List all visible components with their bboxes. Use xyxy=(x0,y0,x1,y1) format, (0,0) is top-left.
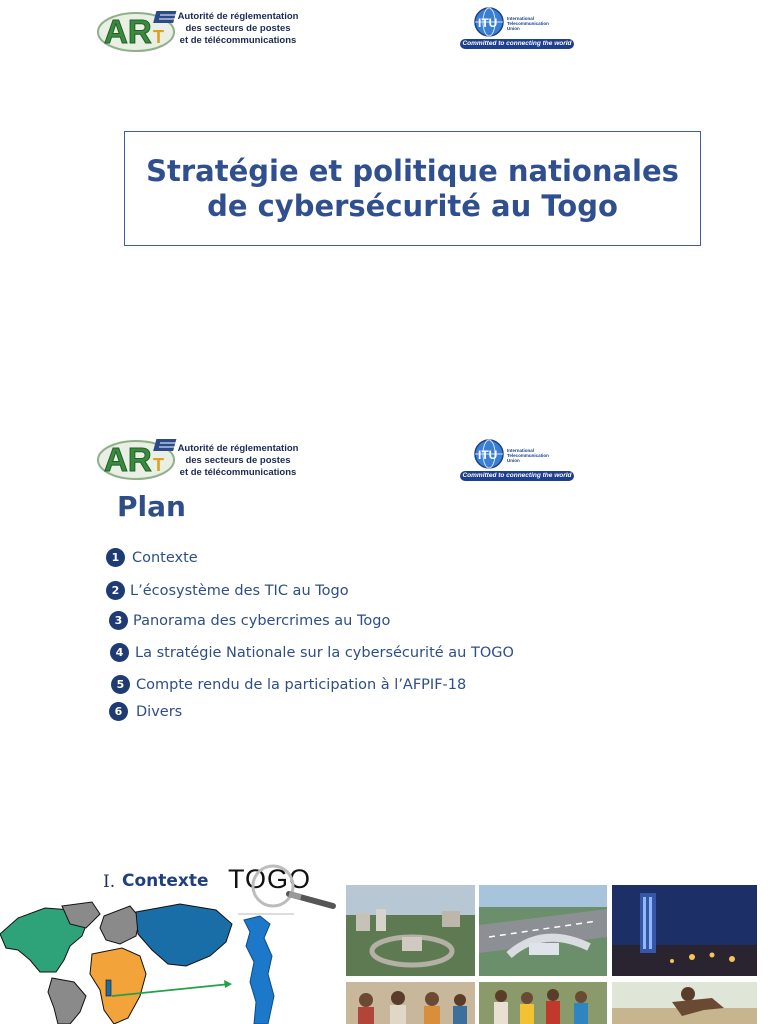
itu-tagline: Committed to connecting the world xyxy=(460,39,574,49)
plan-number: 4 xyxy=(110,643,129,662)
itu-logo-block-1 xyxy=(459,4,577,52)
plan-number: 5 xyxy=(111,675,130,694)
section-title: Contexte xyxy=(122,871,209,891)
plan-number: 1 xyxy=(106,548,125,567)
itu-name xyxy=(507,448,567,463)
photo-lome-aerial xyxy=(346,885,475,976)
svg-text:AR: AR xyxy=(104,13,152,50)
itu-logo-block-2 xyxy=(459,436,577,484)
photo-city-night xyxy=(612,885,757,976)
plan-label: L’écosystème des TIC au Togo xyxy=(130,582,349,599)
art-name xyxy=(168,11,308,47)
plan-item-1 xyxy=(106,548,198,567)
plan-label: Contexte xyxy=(132,549,198,566)
art-line-1: Autorité de réglementation xyxy=(177,11,299,22)
plan-item-6 xyxy=(109,702,182,721)
itu-tagline: Committed to connecting the world xyxy=(460,471,574,481)
svg-text:T: T xyxy=(153,27,164,47)
photo-airport xyxy=(479,885,607,976)
itu-name xyxy=(507,16,567,31)
plan-item-2 xyxy=(106,581,349,600)
plan-label: Panorama des cybercrimes au Togo xyxy=(133,612,391,629)
plan-number: 3 xyxy=(109,611,128,630)
svg-text:AR: AR xyxy=(104,441,152,478)
art-line-2: des secteurs de postes xyxy=(185,23,291,34)
itu-line-2: Telecommunication xyxy=(507,21,549,26)
art-logo-block-1 xyxy=(96,5,316,55)
plan-label: La stratégie Nationale sur la cybersécurité au TOGO xyxy=(135,644,514,661)
photo-people-1 xyxy=(346,982,475,1024)
svg-text:ITU: ITU xyxy=(478,448,498,462)
itu-line-1: International xyxy=(507,16,535,21)
togo-label: TOGO xyxy=(228,864,312,894)
plan-label: Divers xyxy=(136,703,183,720)
itu-globe-icon xyxy=(473,6,505,38)
plan-number: 2 xyxy=(106,581,125,600)
art-line-2: des secteurs de postes xyxy=(185,455,291,466)
photo-sport xyxy=(612,982,757,1024)
svg-text:ITU: ITU xyxy=(478,16,498,30)
art-line-1: Autorité de réglementation xyxy=(177,443,299,454)
art-line-3: et de télécommunications xyxy=(179,35,297,46)
plan-number: 6 xyxy=(109,702,128,721)
itu-line-1: International xyxy=(507,448,535,453)
togo-map xyxy=(238,912,298,1024)
itu-globe-icon xyxy=(473,438,505,470)
magnifier-icon xyxy=(243,862,339,912)
svg-text:T: T xyxy=(153,455,164,475)
plan-item-5 xyxy=(111,675,466,694)
plan-item-4 xyxy=(110,643,514,662)
art-name xyxy=(168,443,308,479)
plan-title: Plan xyxy=(117,490,186,523)
title-box xyxy=(124,131,701,246)
art-line-3: et de télécommunications xyxy=(179,467,297,478)
art-logo-block-2 xyxy=(96,433,316,483)
section-number: I. xyxy=(103,872,116,892)
plan-label: Compte rendu de la participation à l’AFPIF-18 xyxy=(136,676,467,693)
itu-line-2: Telecommunication xyxy=(507,453,549,458)
itu-line-3: Union xyxy=(507,458,520,463)
world-map xyxy=(0,900,240,1024)
photo-people-2 xyxy=(479,982,607,1024)
page-title: Stratégie et politique nationales de cybersécurité au Togo xyxy=(146,153,679,223)
plan-item-3 xyxy=(109,611,390,630)
itu-line-3: Union xyxy=(507,26,520,31)
